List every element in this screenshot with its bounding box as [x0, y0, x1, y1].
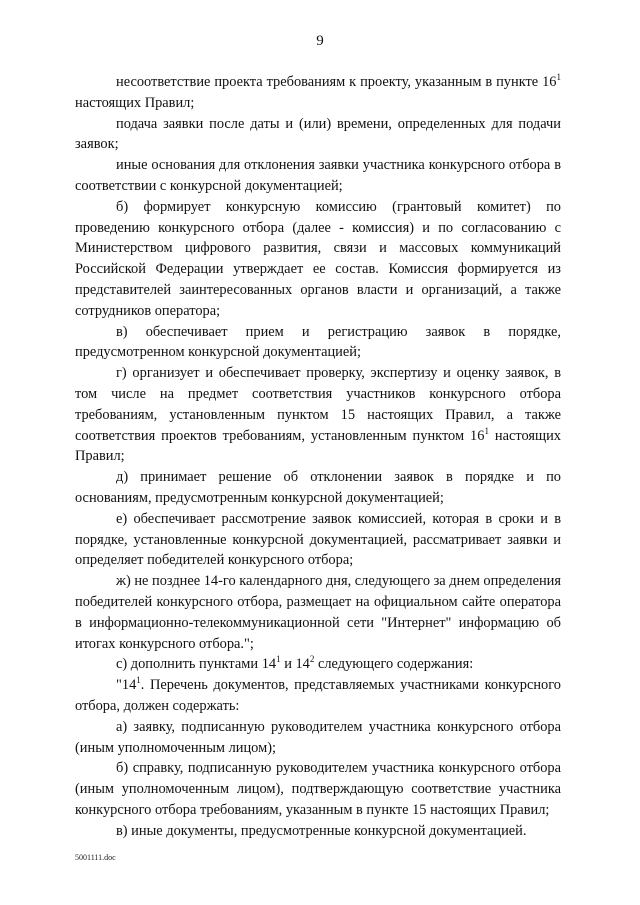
paragraph	[75, 509, 561, 571]
paragraph-text: иные основания для отклонения заявки участника конкурсного отбора в соответствии с конкурсной документацией;	[75, 157, 561, 194]
paragraph	[75, 155, 561, 197]
paragraph-text: в) обеспечивает прием и регистрацию заявок в порядке, предусмотренном конкурсной документацией;	[75, 323, 561, 361]
paragraph	[75, 571, 561, 654]
paragraph	[75, 821, 561, 842]
body-text	[75, 72, 561, 841]
paragraph-text: ж) не позднее 14-го календарного дня, следующего за днем определения победителей конкурсного отбора, размещает на официальном сайте оператора в информационно-телекоммуникационной сети "Интернет" информацию об итогах конкурсного отбора.";	[75, 573, 561, 652]
paragraph-text: следующего содержания:	[314, 656, 474, 673]
paragraph-text: д) принимает решение об отклонении заявок в порядке и по основаниям, предусмотренным конкурсной документацией;	[75, 469, 561, 506]
paragraph	[75, 363, 561, 467]
paragraph-text: и 14	[280, 656, 310, 673]
paragraph-text: подача заявки после даты и (или) времени, определенных для подачи заявок;	[75, 115, 561, 153]
paragraph	[75, 114, 561, 156]
file-name-footer: 5001111.doc	[75, 853, 116, 862]
paragraph-text: а) заявку, подписанную руководителем участника конкурсного отбора (иным уполномоченным лицом);	[75, 718, 561, 756]
paragraph-text: несоответствие проекта требованиям к проекту, указанным в пункте 16	[116, 74, 557, 90]
paragraph-text: в) иные документы, предусмотренные конкурсной документацией.	[116, 822, 527, 839]
superscript: 2	[309, 654, 315, 665]
paragraph-text: б) формирует конкурсную комиссию (грантовый комитет) по проведению конкурсного отбора (далее - комиссия) и по согласованию с Министерством цифрового развития, связи и массовых коммуникаций Российской Федерации утверждает ее состав. Комиссия формируется из представителей заинтересованных органов власти и организаций, а также сотрудников оператора;	[75, 198, 561, 319]
paragraph-text: настоящих Правил;	[75, 427, 561, 465]
superscript: 1	[276, 654, 281, 665]
paragraph	[75, 197, 561, 322]
paragraph-text: . Перечень документов, представляемых участниками конкурсного отбора, должен содержать:	[75, 677, 561, 714]
paragraph	[75, 72, 561, 114]
paragraph-text: "14	[116, 677, 137, 694]
page-number: 9	[316, 33, 324, 49]
paragraph-text: е) обеспечивает рассмотрение заявок комиссией, которая в сроки и в порядке, установленные конкурсной документацией, рассматривает заявки и определяет победителей конкурсного отбора;	[75, 510, 561, 569]
paragraph-text: б) справку, подписанную руководителем участника конкурсного отбора (иным уполномоченным лицом), подтверждающую соответствие участника конкурсного отбора требованиям, указанным в пункте 15 настоящих Правил;	[75, 760, 561, 818]
superscript: 1	[556, 72, 561, 82]
superscript: 1	[136, 675, 141, 686]
paragraph	[75, 322, 561, 364]
paragraph-text: настоящих Правил;	[75, 94, 195, 111]
paragraph-text: г) организует и обеспечивает проверку, экспертизу и оценку заявок, в том числе на предмет соответствия участников конкурсного отбора требованиям, установленным пунктом 15 настоящих Правил, а также соответствия проектов требованиям, установленным пунктом 16	[75, 365, 561, 444]
paragraph	[75, 654, 561, 675]
paragraph	[75, 758, 561, 820]
paragraph	[75, 675, 561, 717]
paragraph-text: с) дополнить пунктами 14	[116, 656, 277, 673]
paragraph	[75, 717, 561, 759]
superscript: 1	[484, 425, 489, 436]
paragraph	[75, 467, 561, 509]
